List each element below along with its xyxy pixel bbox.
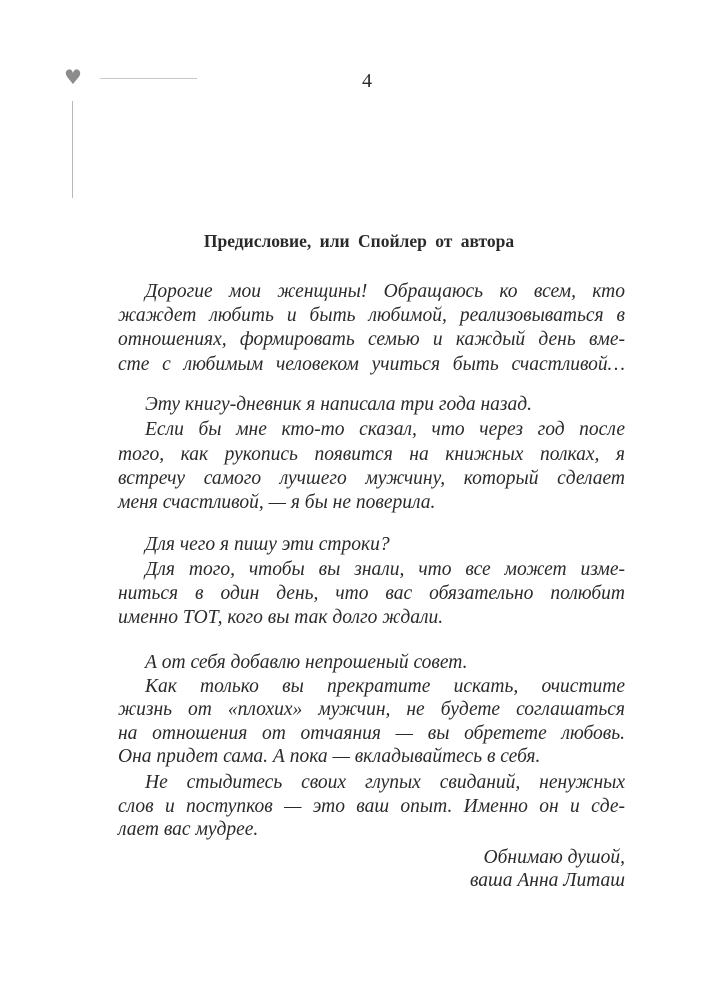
text-line: ниться в один день, что вас обязательно полюбит xyxy=(118,583,625,604)
text-line: на отношения от отчаяния — вы обретете любовь. xyxy=(118,723,625,744)
text-line: меня счастливой, — я бы не поверила. xyxy=(118,492,436,513)
text-line: Если бы мне кто-то сказал, что через год после xyxy=(145,419,625,440)
header-rule xyxy=(100,78,197,79)
text-line: Не стыдитесь своих глупых свиданий, ненужных xyxy=(145,772,625,793)
text-line: сте с любимым человеком учиться быть счастливой… xyxy=(118,354,625,375)
text-line: Как только вы прекратите искать, очистите xyxy=(145,676,625,697)
text-line: отношениях, формировать семью и каждый день вме- xyxy=(118,329,625,350)
chapter-title: Предисловие, или Спойлер от автора xyxy=(203,231,515,251)
heart-icon: ♥ xyxy=(64,65,82,89)
text-line: жизнь от «плохих» мужчин, не будете соглашаться xyxy=(118,699,625,720)
signature-line: Обнимаю душой, xyxy=(483,847,625,868)
text-line: Для того, чтобы вы знали, что все может изме- xyxy=(145,559,625,580)
text-line: Эту книгу-дневник я написала три года назад. xyxy=(145,394,532,415)
text-line: лает вас мудрее. xyxy=(118,819,259,840)
text-line: жаждет любить и быть любимой, реализовываться в xyxy=(118,305,625,326)
text-line: того, как рукопись появится на книжных полках, я xyxy=(118,444,625,465)
page-number: 4 xyxy=(362,70,372,92)
text-line: А от себя добавлю непрошеный совет. xyxy=(145,652,468,673)
text-line: именно ТОТ, кого вы так долго ждали. xyxy=(118,607,444,628)
text-line: слов и поступков — это ваш опыт. Именно он и сде- xyxy=(118,796,625,817)
text-line: Она придет сама. А пока — вкладывайтесь в себя. xyxy=(118,746,541,767)
text-line: Для чего я пишу эти строки? xyxy=(145,534,390,555)
text-line: Дорогие мои женщины! Обращаюсь ко всем, кто xyxy=(145,281,625,302)
side-rule xyxy=(72,101,73,198)
text-line: встречу самого лучшего мужчину, который сделает xyxy=(118,468,625,489)
signature-line: ваша Анна Литаш xyxy=(469,870,625,891)
